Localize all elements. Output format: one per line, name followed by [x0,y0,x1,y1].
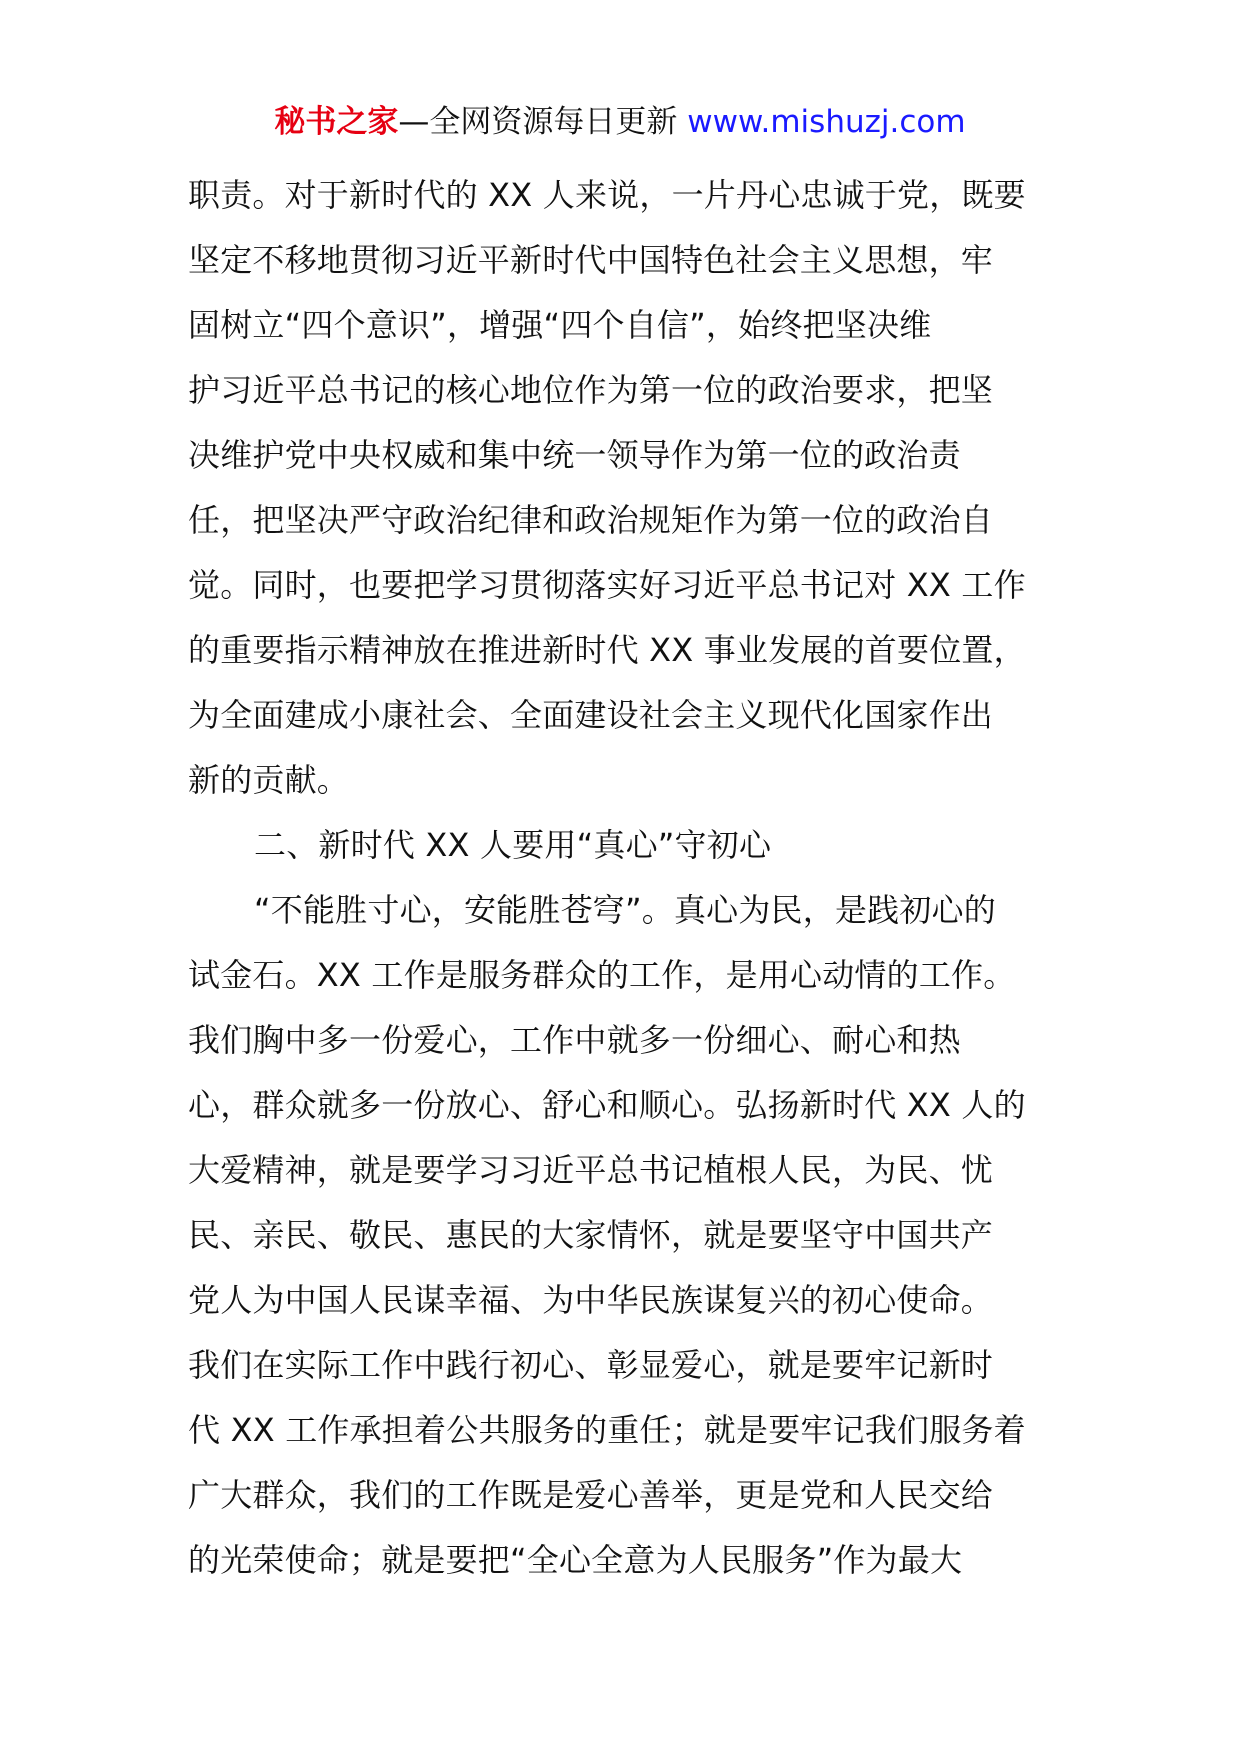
text-line: 固树立“四个意识”，增强“四个自信”，始终把坚决维 [188,306,932,344]
text-line: 代 XX 工作承担着公共服务的重任；就是要牢记我们服务着 [188,1411,1026,1449]
text-line: 的光荣使命；就是要把“全心全意为人民服务”作为最大 [188,1541,963,1579]
text-line: “不能胜寸心，安能胜苍穹”。真心为民，是践初心的 [254,891,996,929]
text-line: 职责。对于新时代的 XX 人来说，一片丹心忠诚于党，既要 [188,176,1026,214]
text-line: 试金石。XX 工作是服务群众的工作，是用心动情的工作。 [188,956,1016,994]
text-line: 的重要指示精神放在推进新时代 XX 事业发展的首要位置， [188,631,1026,669]
text-line: 党人为中国人民谋幸福、为中华民族谋复兴的初心使命。 [188,1281,994,1319]
text-line: 新的贡献。 [188,761,350,799]
text-line: 广大群众，我们的工作既是爱心善举，更是党和人民交给 [188,1476,994,1514]
header-tagline: —全网资源每日更新 [398,104,688,140]
text-line: 为全面建成小康社会、全面建设社会主义现代化国家作出 [188,696,994,734]
text-line: 我们在实际工作中践行初心、彰显爱心，就是要牢记新时 [188,1346,994,1384]
text-line: 坚定不移地贯彻习近平新时代中国特色社会主义思想，牢 [188,241,994,279]
header-url: www.mishuzj.com [687,104,966,140]
header-brand: 秘书之家 [274,104,399,140]
text-line: 民、亲民、敬民、惠民的大家情怀，就是要坚守中国共产 [188,1216,994,1254]
text-line: 护习近平总书记的核心地位作为第一位的政治要求，把坚 [188,371,994,409]
text-line: 决维护党中央权威和集中统一领导作为第一位的政治责 [188,436,961,474]
body-text [188,163,1058,1593]
text-line: 大爱精神，就是要学习习近平总书记植根人民，为民、忧 [188,1151,994,1189]
text-line: 觉。同时，也要把学习贯彻落实好习近平总书记对 XX 工作 [188,566,1026,604]
text-line: 任，把坚决严守政治纪律和政治规矩作为第一位的政治自 [188,501,994,539]
text-line: 我们胸中多一份爱心，工作中就多一份细心、耐心和热 [188,1021,961,1059]
page-header [0,100,1240,144]
section-heading: 二、新时代 XX 人要用“真心”守初心 [254,826,772,864]
text-line: 心，群众就多一份放心、舒心和顺心。弘扬新时代 XX 人的 [188,1086,1026,1124]
